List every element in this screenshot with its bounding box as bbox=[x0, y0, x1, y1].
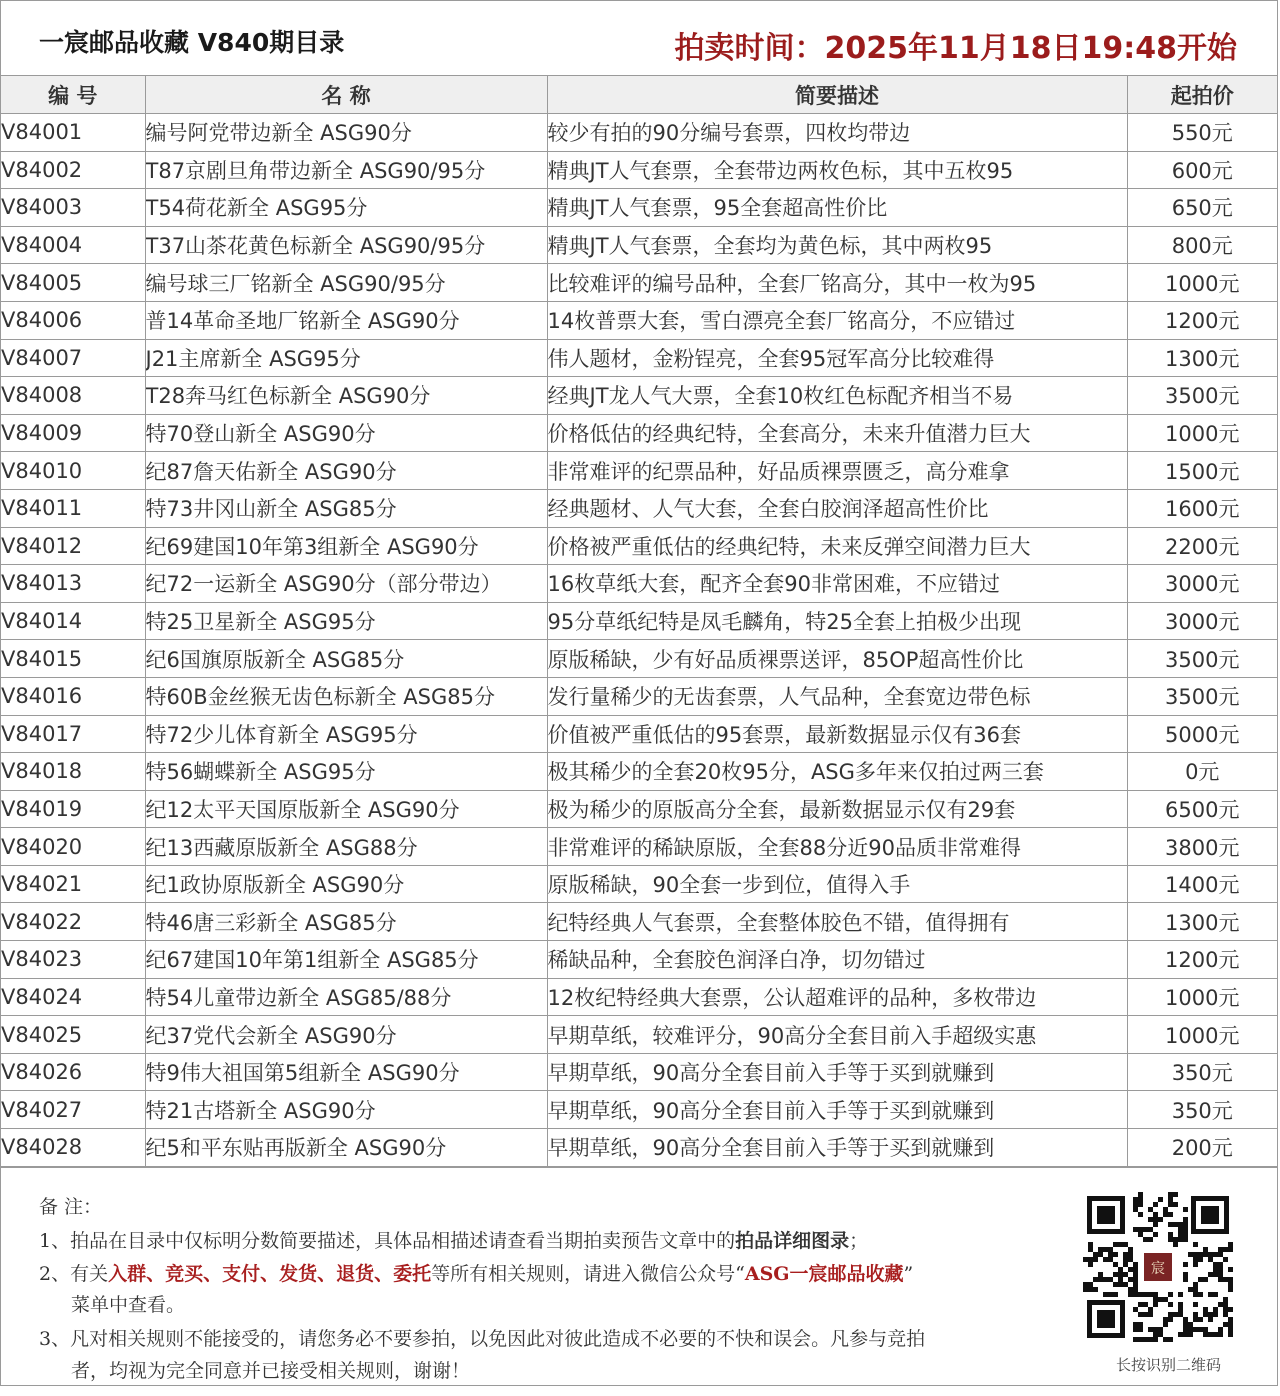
table-row bbox=[1, 377, 1277, 415]
note-2-quote: ” bbox=[903, 1262, 914, 1285]
cell-name: 纪12太平天国原版新全 ASG90分 bbox=[145, 790, 547, 828]
cell-id: V84022 bbox=[1, 903, 145, 941]
cell-name: 纪67建国10年第1组新全 ASG85分 bbox=[145, 941, 547, 979]
cell-id: V84017 bbox=[1, 715, 145, 753]
cell-name: 纪5和平东贴再版新全 ASG90分 bbox=[145, 1129, 547, 1167]
table-row bbox=[1, 602, 1277, 640]
cell-id: V84024 bbox=[1, 978, 145, 1016]
cell-desc: 非常难评的纪票品种，好品质裸票匮乏，高分难拿 bbox=[547, 452, 1127, 490]
cell-price: 2200元 bbox=[1127, 527, 1277, 565]
note-1-emphasis: 拍品详细图录 bbox=[735, 1229, 850, 1252]
cell-price: 1000元 bbox=[1127, 264, 1277, 302]
catalog-title: 一宸邮品收藏 V840期目录 bbox=[39, 28, 345, 57]
cell-price: 1000元 bbox=[1127, 978, 1277, 1016]
cell-desc: 纪特经典人气套票，全套整体胶色不错，值得拥有 bbox=[547, 903, 1127, 941]
note-2-rules: 入群、竞买、支付、发货、退货、委托 bbox=[108, 1262, 432, 1285]
cell-id: V84014 bbox=[1, 602, 145, 640]
cell-price: 6500元 bbox=[1127, 790, 1277, 828]
cell-name: 编号球三厂铭新全 ASG90/95分 bbox=[145, 264, 547, 302]
cell-name: 纪6国旗原版新全 ASG85分 bbox=[145, 640, 547, 678]
cell-name: 纪72一运新全 ASG90分（部分带边） bbox=[145, 565, 547, 603]
cell-desc: 价格低估的经典纪特，全套高分，未来升值潜力巨大 bbox=[547, 414, 1127, 452]
cell-price: 200元 bbox=[1127, 1129, 1277, 1167]
qr-caption: 长按识别二维码 bbox=[1115, 1355, 1221, 1374]
table-row bbox=[1, 753, 1277, 791]
table-row bbox=[1, 903, 1277, 941]
cell-id: V84015 bbox=[1, 640, 145, 678]
cell-price: 350元 bbox=[1127, 1091, 1277, 1129]
cell-desc: 发行量稀少的无齿套票，人气品种，全套宽边带色标 bbox=[547, 677, 1127, 715]
cell-desc: 早期草纸，90高分全套目前入手等于买到就赚到 bbox=[547, 1091, 1127, 1129]
cell-name: 纪69建国10年第3组新全 ASG90分 bbox=[145, 527, 547, 565]
note-3: 3、凡对相关规则不能接受的，请您务必不要参拍，以免因此对彼此造成不必要的不快和误会。凡参与竞拍 bbox=[39, 1327, 926, 1350]
cell-name: 特70登山新全 ASG90分 bbox=[145, 414, 547, 452]
table-row bbox=[1, 715, 1277, 753]
table-row bbox=[1, 1129, 1277, 1167]
cell-id: V84027 bbox=[1, 1091, 145, 1129]
table-row bbox=[1, 1053, 1277, 1091]
cell-id: V84026 bbox=[1, 1053, 145, 1091]
column-header-price: 起拍价 bbox=[1127, 76, 1277, 114]
cell-price: 650元 bbox=[1127, 189, 1277, 227]
note-2 bbox=[39, 1259, 1039, 1290]
cell-price: 0元 bbox=[1127, 753, 1277, 791]
table-row bbox=[1, 1091, 1277, 1129]
note-1-end: ； bbox=[849, 1229, 869, 1252]
cell-name: 编号阿党带边新全 ASG90分 bbox=[145, 114, 547, 152]
table-row bbox=[1, 414, 1277, 452]
cell-name: 纪87詹天佑新全 ASG90分 bbox=[145, 452, 547, 490]
cell-desc: 原版稀缺，少有好品质裸票送评，85OP超高性价比 bbox=[547, 640, 1127, 678]
cell-name: T87京剧旦角带边新全 ASG90/95分 bbox=[145, 151, 547, 189]
table-row bbox=[1, 1016, 1277, 1054]
cell-name: 特9伟大祖国第5组新全 ASG90分 bbox=[145, 1053, 547, 1091]
cell-id: V84010 bbox=[1, 452, 145, 490]
cell-name: 特56蝴蝶新全 ASG95分 bbox=[145, 753, 547, 791]
qr-logo-text: 宸 bbox=[1151, 1260, 1165, 1277]
table-row bbox=[1, 339, 1277, 377]
cell-price: 350元 bbox=[1127, 1053, 1277, 1091]
table-row bbox=[1, 790, 1277, 828]
note-1 bbox=[39, 1226, 1039, 1257]
note-1-text: 1、拍品在目录中仅标明分数简要描述，具体品相描述请查看当期拍卖预告文章中的 bbox=[39, 1229, 736, 1252]
cell-desc: 原版稀缺，90全套一步到位，值得入手 bbox=[547, 865, 1127, 903]
cell-id: V84018 bbox=[1, 753, 145, 791]
table-row bbox=[1, 865, 1277, 903]
cell-price: 3500元 bbox=[1127, 677, 1277, 715]
notes-label: 备 注： bbox=[39, 1195, 103, 1218]
cell-desc: 价格被严重低估的经典纪特，未来反弹空间潜力巨大 bbox=[547, 527, 1127, 565]
cell-id: V84011 bbox=[1, 489, 145, 527]
cell-id: V84009 bbox=[1, 414, 145, 452]
cell-name: 纪37党代会新全 ASG90分 bbox=[145, 1016, 547, 1054]
table-header-row bbox=[1, 76, 1277, 114]
cell-name: 纪13西藏原版新全 ASG88分 bbox=[145, 828, 547, 866]
cell-id: V84028 bbox=[1, 1129, 145, 1167]
cell-id: V84004 bbox=[1, 226, 145, 264]
table-row bbox=[1, 151, 1277, 189]
cell-name: 特72少儿体育新全 ASG95分 bbox=[145, 715, 547, 753]
cell-desc: 经典题材、人气大套，全套白胶润泽超高性价比 bbox=[547, 489, 1127, 527]
cell-id: V84023 bbox=[1, 941, 145, 979]
cell-name: 特25卫星新全 ASG95分 bbox=[145, 602, 547, 640]
cell-name: J21主席新全 ASG95分 bbox=[145, 339, 547, 377]
cell-desc: 12枚纪特经典大套票，公认超难评的品种，多枚带边 bbox=[547, 978, 1127, 1016]
note-2-text: 2、有关 bbox=[39, 1262, 109, 1285]
cell-price: 1300元 bbox=[1127, 903, 1277, 941]
cell-desc: 早期草纸，较难评分，90高分全套目前入手超级实惠 bbox=[547, 1016, 1127, 1054]
cell-price: 800元 bbox=[1127, 226, 1277, 264]
cell-price: 3800元 bbox=[1127, 828, 1277, 866]
cell-desc: 极为稀少的原版高分全套，最新数据显示仅有29套 bbox=[547, 790, 1127, 828]
cell-price: 1500元 bbox=[1127, 452, 1277, 490]
cell-desc: 早期草纸，90高分全套目前入手等于买到就赚到 bbox=[547, 1129, 1127, 1167]
cell-id: V84020 bbox=[1, 828, 145, 866]
note-3-cont: 者，均视为完全同意并已接受相关规则，谢谢！ bbox=[71, 1359, 471, 1382]
notes-section bbox=[1, 1167, 1277, 1396]
cell-desc: 精典JT人气套票，全套均为黄色标，其中两枚95 bbox=[547, 226, 1127, 264]
table-row bbox=[1, 189, 1277, 227]
auction-time: 拍卖时间：2025年11月18日19:48开始 bbox=[674, 31, 1237, 66]
column-header-desc: 简要描述 bbox=[547, 76, 1127, 114]
cell-desc: 稀缺品种，全套胶色润泽白净，切勿错过 bbox=[547, 941, 1127, 979]
cell-desc: 精典JT人气套票，全套带边两枚色标，其中五枚95 bbox=[547, 151, 1127, 189]
cell-name: 普14革命圣地厂铭新全 ASG90分 bbox=[145, 301, 547, 339]
cell-name: 特21古塔新全 ASG90分 bbox=[145, 1091, 547, 1129]
table-row bbox=[1, 640, 1277, 678]
table-row bbox=[1, 828, 1277, 866]
cell-id: V84021 bbox=[1, 865, 145, 903]
cell-name: T28奔马红色标新全 ASG90分 bbox=[145, 377, 547, 415]
cell-id: V84013 bbox=[1, 565, 145, 603]
table-row bbox=[1, 978, 1277, 1016]
qr-code[interactable] bbox=[1083, 1192, 1233, 1342]
cell-id: V84007 bbox=[1, 339, 145, 377]
cell-price: 600元 bbox=[1127, 151, 1277, 189]
cell-desc: 比较难评的编号品种，全套厂铭高分，其中一枚为95 bbox=[547, 264, 1127, 302]
cell-desc: 经典JT龙人气大票，全套10枚红色标配齐相当不易 bbox=[547, 377, 1127, 415]
cell-price: 1300元 bbox=[1127, 339, 1277, 377]
table-row bbox=[1, 114, 1277, 152]
cell-price: 1600元 bbox=[1127, 489, 1277, 527]
cell-id: V84025 bbox=[1, 1016, 145, 1054]
table-row bbox=[1, 565, 1277, 603]
cell-id: V84016 bbox=[1, 677, 145, 715]
catalog-table bbox=[1, 76, 1277, 1167]
table-row bbox=[1, 264, 1277, 302]
table-row bbox=[1, 226, 1277, 264]
cell-price: 550元 bbox=[1127, 114, 1277, 152]
cell-price: 3500元 bbox=[1127, 377, 1277, 415]
cell-desc: 早期草纸，90高分全套目前入手等于买到就赚到 bbox=[547, 1053, 1127, 1091]
cell-desc: 16枚草纸大套，配齐全套90非常困难，不应错过 bbox=[547, 565, 1127, 603]
cell-price: 1200元 bbox=[1127, 941, 1277, 979]
cell-price: 3000元 bbox=[1127, 602, 1277, 640]
table-row bbox=[1, 677, 1277, 715]
cell-price: 1000元 bbox=[1127, 1016, 1277, 1054]
cell-desc: 伟人题材，金粉锃亮，全套95冠军高分比较难得 bbox=[547, 339, 1127, 377]
cell-desc: 14枚普票大套，雪白漂亮全套厂铭高分，不应错过 bbox=[547, 301, 1127, 339]
cell-name: 特73井冈山新全 ASG85分 bbox=[145, 489, 547, 527]
cell-id: V84001 bbox=[1, 114, 145, 152]
cell-id: V84012 bbox=[1, 527, 145, 565]
cell-id: V84019 bbox=[1, 790, 145, 828]
cell-name: T54荷花新全 ASG95分 bbox=[145, 189, 547, 227]
cell-id: V84008 bbox=[1, 377, 145, 415]
cell-name: T37山茶花黄色标新全 ASG90/95分 bbox=[145, 226, 547, 264]
cell-desc: 95分草纸纪特是凤毛麟角，特25全套上拍极少出现 bbox=[547, 602, 1127, 640]
cell-price: 3000元 bbox=[1127, 565, 1277, 603]
cell-id: V84003 bbox=[1, 189, 145, 227]
cell-id: V84002 bbox=[1, 151, 145, 189]
table-row bbox=[1, 941, 1277, 979]
cell-price: 5000元 bbox=[1127, 715, 1277, 753]
cell-id: V84005 bbox=[1, 264, 145, 302]
cell-desc: 价值被严重低估的95套票，最新数据显示仅有36套 bbox=[547, 715, 1127, 753]
cell-desc: 精典JT人气套票，95全套超高性价比 bbox=[547, 189, 1127, 227]
cell-price: 1000元 bbox=[1127, 414, 1277, 452]
table-row bbox=[1, 452, 1277, 490]
column-header-id: 编 号 bbox=[1, 76, 145, 114]
cell-name: 特46唐三彩新全 ASG85分 bbox=[145, 903, 547, 941]
cell-desc: 较少有拍的90分编号套票，四枚均带边 bbox=[547, 114, 1127, 152]
column-header-name: 名 称 bbox=[145, 76, 547, 114]
cell-name: 特60B金丝猴无齿色标新全 ASG85分 bbox=[145, 677, 547, 715]
cell-price: 1200元 bbox=[1127, 301, 1277, 339]
cell-desc: 非常难评的稀缺原版，全套88分近90品质非常难得 bbox=[547, 828, 1127, 866]
cell-desc: 极其稀少的全套20枚95分，ASG多年来仅拍过两三套 bbox=[547, 753, 1127, 791]
note-2-cont: 菜单中查看。 bbox=[71, 1293, 186, 1316]
table-row bbox=[1, 489, 1277, 527]
table-row bbox=[1, 527, 1277, 565]
note-2-text-b: 等所有相关规则，请进入微信公众号“ bbox=[431, 1262, 745, 1285]
cell-id: V84006 bbox=[1, 301, 145, 339]
cell-price: 1400元 bbox=[1127, 865, 1277, 903]
cell-name: 特54儿童带边新全 ASG85/88分 bbox=[145, 978, 547, 1016]
table-row bbox=[1, 301, 1277, 339]
page-header bbox=[1, 1, 1277, 76]
cell-name: 纪1政协原版新全 ASG90分 bbox=[145, 865, 547, 903]
note-2-account: ASG一宸邮品收藏 bbox=[744, 1262, 904, 1285]
cell-price: 3500元 bbox=[1127, 640, 1277, 678]
